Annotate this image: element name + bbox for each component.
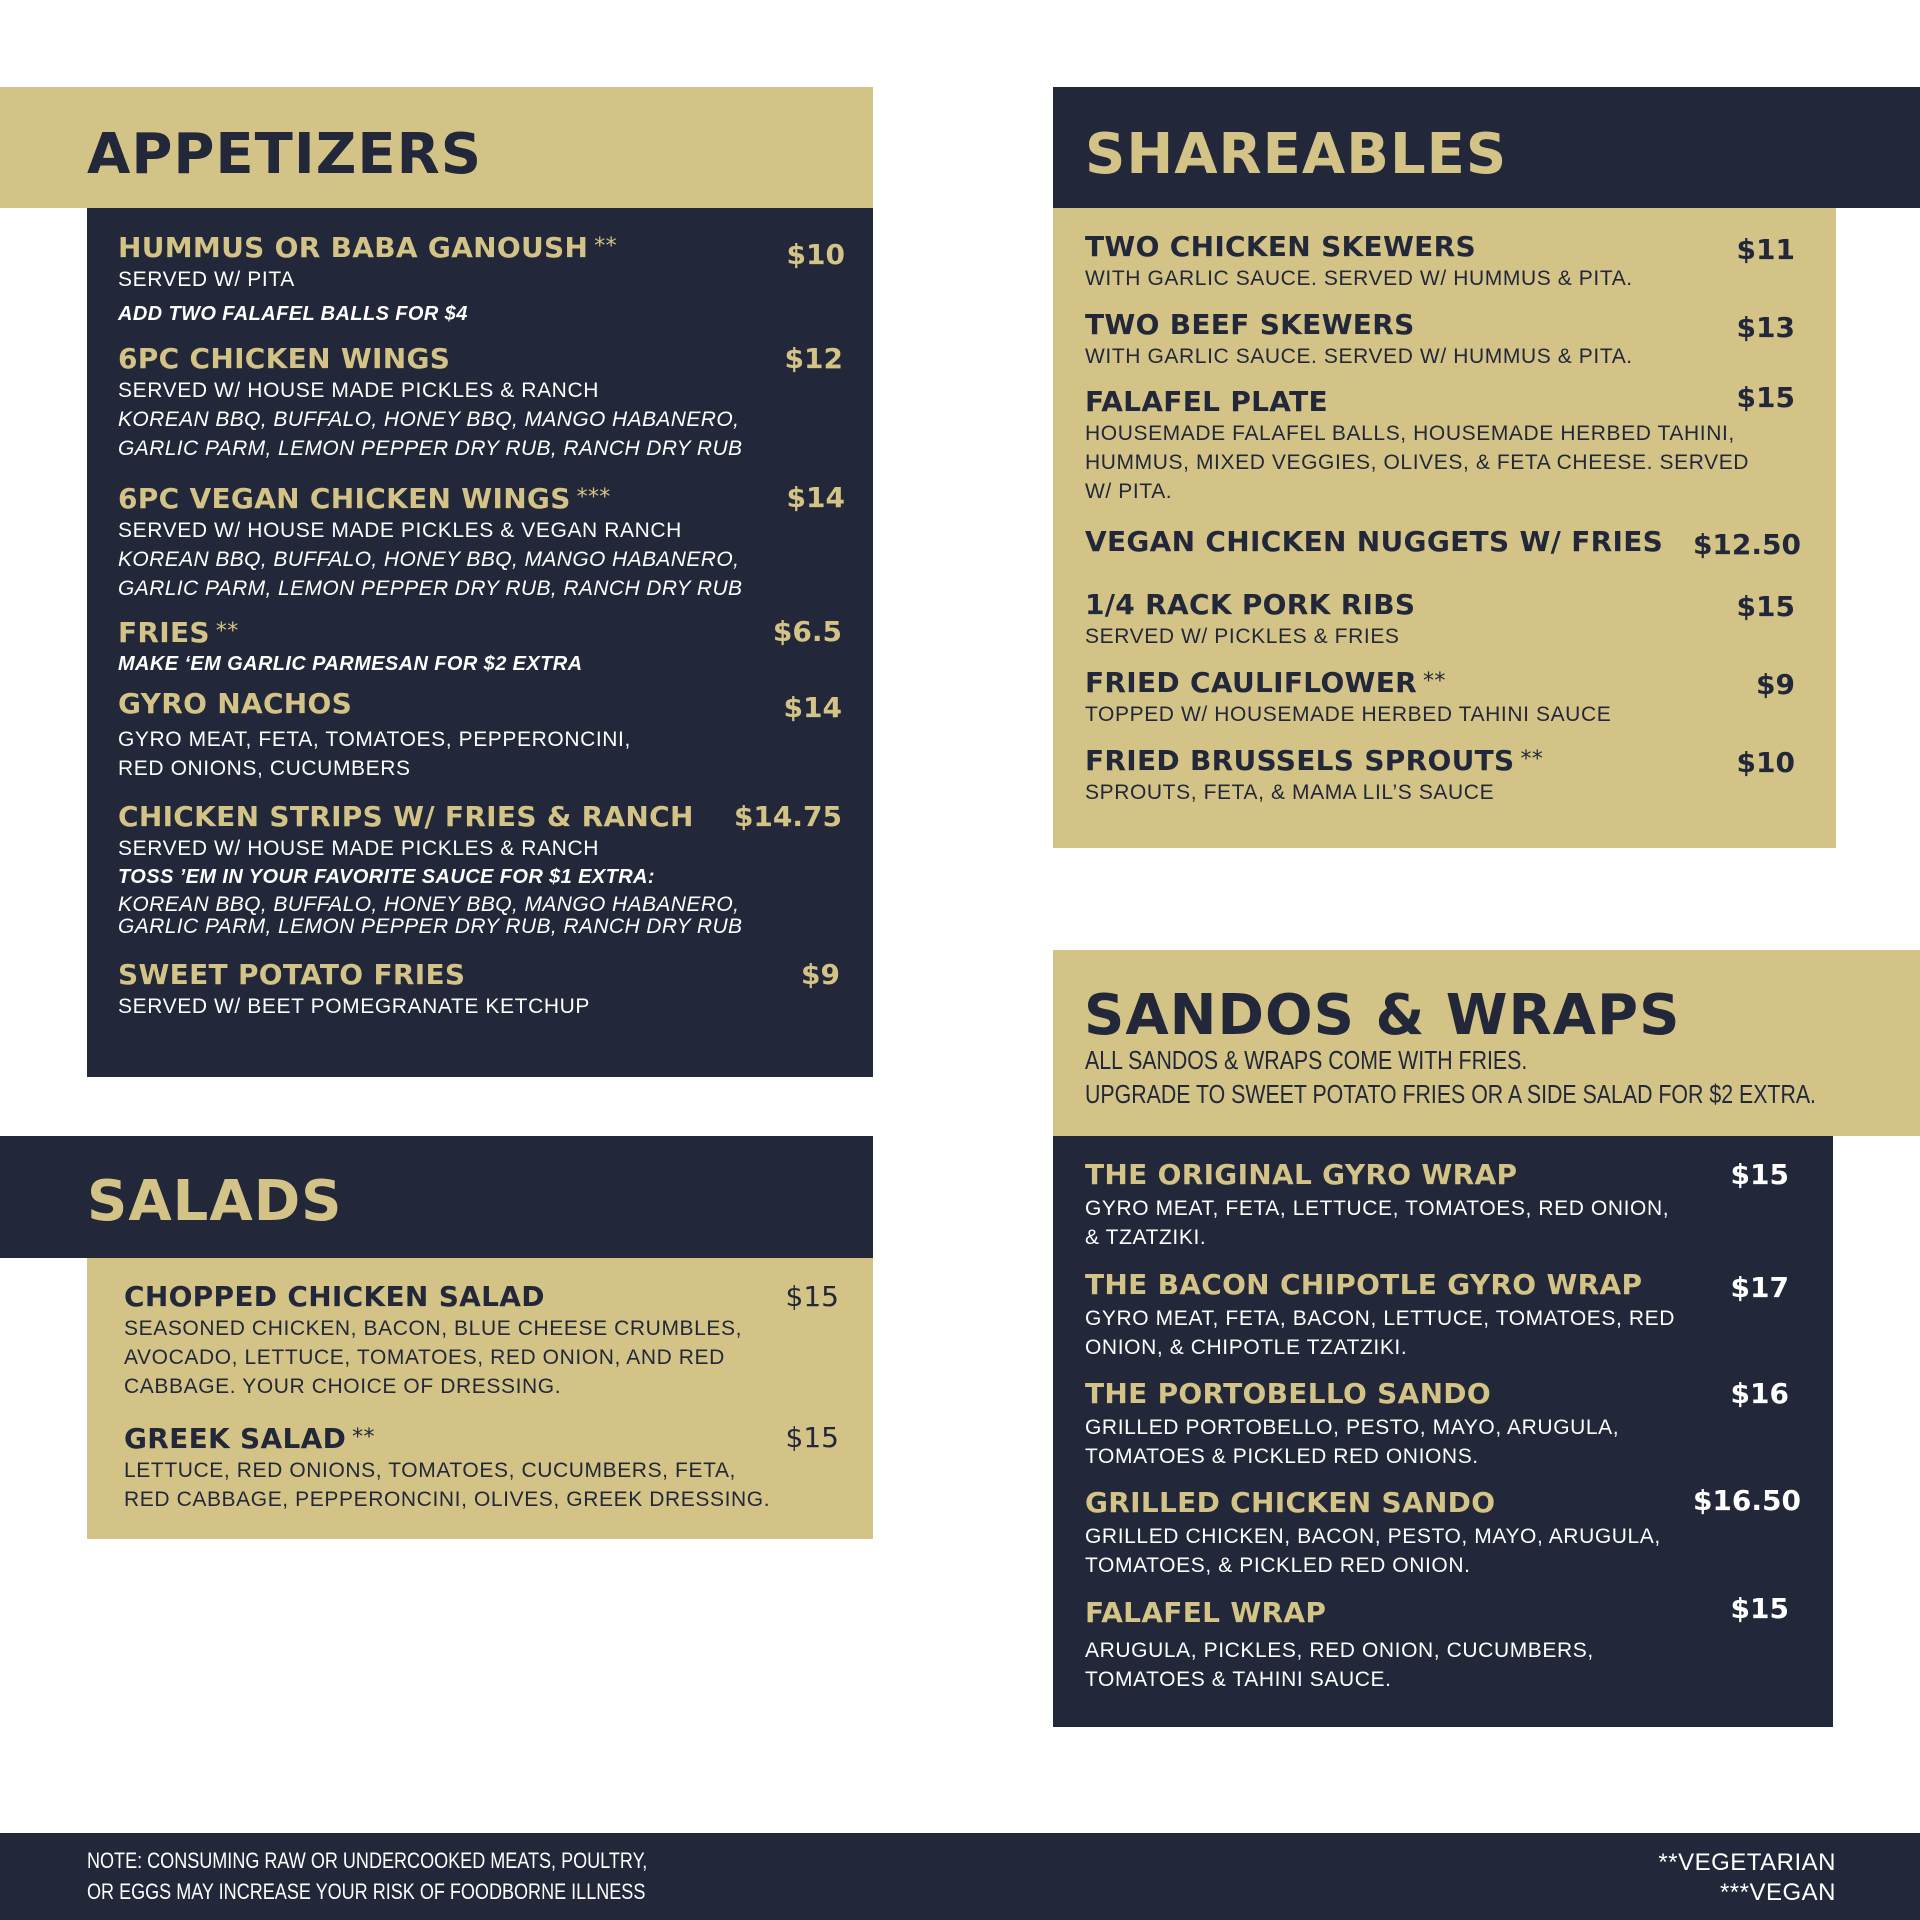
item-name: CHICKEN STRIPS W/ FRIES & RANCH [118, 800, 694, 833]
item-name: CHOPPED CHICKEN SALAD [124, 1280, 545, 1313]
salads-title: SALADS [87, 1169, 343, 1234]
menu-item [1085, 1377, 1801, 1486]
item-price: $9 [801, 958, 840, 991]
item-name: HUMMUS OR BABA GANOUSH [118, 231, 589, 264]
vegetarian-mark: ** [1423, 669, 1446, 694]
item-price: $11 [1736, 233, 1795, 266]
item-price: $12 [784, 342, 843, 375]
item-name: THE PORTOBELLO SANDO [1085, 1377, 1491, 1410]
item-price: $15 [1736, 590, 1795, 623]
item-name: SWEET POTATO FRIES [118, 958, 466, 991]
menu-item [1085, 230, 1801, 308]
item-name: FRIED BRUSSELS SPROUTS [1085, 744, 1515, 777]
menu-item [124, 1280, 839, 1421]
item-price: $14 [783, 691, 842, 724]
vegan-mark: *** [576, 485, 611, 510]
item-name: THE ORIGINAL GYRO WRAP [1085, 1158, 1518, 1191]
item-description: CABBAGE. YOUR CHOICE OF DRESSING. [124, 1375, 562, 1398]
item-price: $13 [1736, 311, 1795, 344]
appetizers-list [118, 230, 845, 1028]
salads-list [124, 1280, 839, 1521]
item-description: TOPPED W/ HOUSEMADE HERBED TAHINI SAUCE [1085, 703, 1612, 726]
menu-item [1085, 743, 1801, 809]
item-name: FALAFEL PLATE [1085, 385, 1328, 418]
item-price: $15 [785, 1280, 839, 1313]
item-addon: ADD TWO FALAFEL BALLS FOR $4 [118, 303, 468, 325]
item-name: THE BACON CHIPOTLE GYRO WRAP [1085, 1268, 1643, 1301]
item-description: LETTUCE, RED ONIONS, TOMATOES, CUCUMBERS, FETA, [124, 1459, 736, 1482]
item-price: $17 [1730, 1271, 1789, 1304]
item-price: $16.50 [1692, 1484, 1801, 1517]
vegetarian-mark: ** [352, 1425, 375, 1450]
item-description: AVOCADO, LETTUCE, TOMATOES, RED ONION, AND RED [124, 1346, 725, 1369]
note-line: OR EGGS MAY INCREASE YOUR RISK OF FOODBORNE ILLNESS [87, 1879, 646, 1904]
item-description: TOMATOES & PICKLED RED ONIONS. [1085, 1445, 1479, 1468]
foodborne-illness-note [87, 1845, 770, 1907]
sandos-subtitle-line: ALL SANDOS & WRAPS COME WITH FRIES. [1085, 1045, 1528, 1075]
item-price: $12.50 [1692, 528, 1801, 561]
item-sauces: GARLIC PARM, LEMON PEPPER DRY RUB, RANCH DRY RUB [118, 915, 743, 938]
item-sauces: KOREAN BBQ, BUFFALO, HONEY BBQ, MANGO HABANERO, [118, 548, 740, 571]
menu-item [1085, 308, 1801, 385]
item-price: $15 [1730, 1158, 1789, 1191]
item-description: & TZATZIKI. [1085, 1226, 1207, 1249]
item-description: ARUGULA, PICKLES, RED ONION, CUCUMBERS, [1085, 1639, 1594, 1662]
menu-item [118, 230, 845, 342]
item-sauces: KOREAN BBQ, BUFFALO, HONEY BBQ, MANGO HABANERO, [118, 893, 740, 916]
item-description: SPROUTS, FETA, & MAMA LIL’S SAUCE [1085, 781, 1495, 804]
item-price: $10 [786, 238, 845, 271]
menu-item [1085, 588, 1801, 665]
item-description: W/ PITA. [1085, 480, 1173, 503]
item-description: WITH GARLIC SAUCE. SERVED W/ HUMMUS & PITA. [1085, 345, 1633, 368]
menu-item [118, 958, 845, 1028]
item-name: 6PC VEGAN CHICKEN WINGS [118, 482, 571, 515]
item-name: VEGAN CHICKEN NUGGETS W/ FRIES [1085, 525, 1664, 558]
item-price: $15 [785, 1421, 839, 1454]
item-description: SEASONED CHICKEN, BACON, BLUE CHEESE CRUMBLES, [124, 1317, 743, 1340]
item-addon: MAKE ‘EM GARLIC PARMESAN FOR $2 EXTRA [118, 653, 583, 675]
item-description: HOUSEMADE FALAFEL BALLS, HOUSEMADE HERBED TAHINI, [1085, 422, 1735, 445]
shareables-list [1085, 230, 1801, 809]
menu-item [1085, 1158, 1801, 1268]
menu-item [118, 687, 845, 800]
item-description: RED CABBAGE, PEPPERONCINI, OLIVES, GREEK DRESSING. [124, 1488, 771, 1511]
item-description: WITH GARLIC SAUCE. SERVED W/ HUMMUS & PITA. [1085, 267, 1633, 290]
item-price: $14 [786, 481, 845, 514]
item-name: TWO CHICKEN SKEWERS [1085, 230, 1476, 263]
sandos-subtitle [1085, 1043, 1920, 1111]
dietary-legend [1658, 1848, 1836, 1908]
legend-vegan: ***VEGAN [1719, 1879, 1836, 1906]
item-description: SERVED W/ BEET POMEGRANATE KETCHUP [118, 995, 590, 1018]
item-description: GYRO MEAT, FETA, LETTUCE, TOMATOES, RED ONION, [1085, 1197, 1670, 1220]
item-name: 6PC CHICKEN WINGS [118, 342, 451, 375]
vegetarian-mark: ** [1520, 747, 1544, 772]
item-description: ONION, & CHIPOTLE TZATZIKI. [1085, 1336, 1408, 1359]
sandos-title: SANDOS & WRAPS [1084, 983, 1681, 1048]
item-name: FRIES [118, 616, 210, 649]
item-sauces: KOREAN BBQ, BUFFALO, HONEY BBQ, MANGO HABANERO, [118, 408, 740, 431]
item-price: $15 [1736, 381, 1795, 414]
item-description: SERVED W/ PITA [118, 268, 295, 291]
menu-item [118, 615, 845, 687]
item-name: GYRO NACHOS [118, 687, 353, 720]
item-description: RED ONIONS, CUCUMBERS [118, 757, 411, 780]
item-description: SERVED W/ HOUSE MADE PICKLES & VEGAN RANCH [118, 519, 682, 542]
item-description: SERVED W/ PICKLES & FRIES [1085, 625, 1400, 648]
menu-item [1085, 381, 1801, 525]
item-description: GRILLED PORTOBELLO, PESTO, MAYO, ARUGULA, [1085, 1416, 1620, 1439]
menu-item [1085, 525, 1801, 588]
item-description: TOMATOES & TAHINI SAUCE. [1085, 1668, 1392, 1691]
shareables-title: SHAREABLES [1085, 122, 1508, 187]
sandos-list [1085, 1158, 1801, 1696]
item-sauces: GARLIC PARM, LEMON PEPPER DRY RUB, RANCH DRY RUB [118, 437, 743, 460]
item-price: $10 [1736, 746, 1795, 779]
item-name: TWO BEEF SKEWERS [1085, 308, 1415, 341]
item-description: GRILLED CHICKEN, BACON, PESTO, MAYO, ARUGULA, [1085, 1525, 1661, 1548]
vegetarian-mark: ** [215, 619, 239, 644]
note-line: NOTE: CONSUMING RAW OR UNDERCOOKED MEATS, POULTRY, [87, 1848, 648, 1873]
legend-vegetarian: **VEGETARIAN [1658, 1849, 1836, 1876]
item-description: HUMMUS, MIXED VEGGIES, OLIVES, & FETA CHEESE. SERVED [1085, 451, 1750, 474]
menu-item [124, 1421, 839, 1521]
item-name: FRIED CAULIFLOWER [1085, 666, 1418, 699]
item-price: $6.5 [772, 615, 842, 648]
item-name: 1/4 RACK PORK RIBS [1085, 588, 1416, 621]
menu-item [118, 481, 845, 615]
item-name: GREEK SALAD [124, 1422, 347, 1455]
item-price: $14.75 [733, 800, 842, 833]
vegetarian-mark: ** [594, 234, 617, 259]
item-description: SERVED W/ HOUSE MADE PICKLES & RANCH [118, 379, 599, 402]
menu-item [1085, 1268, 1801, 1377]
item-price: $16 [1730, 1377, 1789, 1410]
item-description: GYRO MEAT, FETA, BACON, LETTUCE, TOMATOES, RED [1085, 1307, 1676, 1330]
item-addon: TOSS ’EM IN YOUR FAVORITE SAUCE FOR $1 EXTRA: [118, 866, 655, 888]
menu-item [1085, 1486, 1801, 1596]
item-description: TOMATOES, & PICKLED RED ONION. [1085, 1554, 1471, 1577]
item-name: GRILLED CHICKEN SANDO [1085, 1486, 1496, 1519]
item-price: $15 [1730, 1592, 1789, 1625]
appetizers-title: APPETIZERS [87, 122, 483, 187]
item-price: $9 [1756, 668, 1795, 701]
menu-item [118, 342, 845, 481]
menu-item [1085, 1592, 1801, 1696]
item-name: FALAFEL WRAP [1085, 1596, 1327, 1629]
item-sauces: GARLIC PARM, LEMON PEPPER DRY RUB, RANCH DRY RUB [118, 577, 743, 600]
sandos-subtitle-line: UPGRADE TO SWEET POTATO FRIES OR A SIDE SALAD FOR $2 EXTRA. [1085, 1079, 1816, 1109]
menu-item [118, 800, 845, 958]
item-description: GYRO MEAT, FETA, TOMATOES, PEPPERONCINI, [118, 728, 631, 751]
menu-item [1085, 665, 1801, 743]
item-description: SERVED W/ HOUSE MADE PICKLES & RANCH [118, 837, 599, 860]
